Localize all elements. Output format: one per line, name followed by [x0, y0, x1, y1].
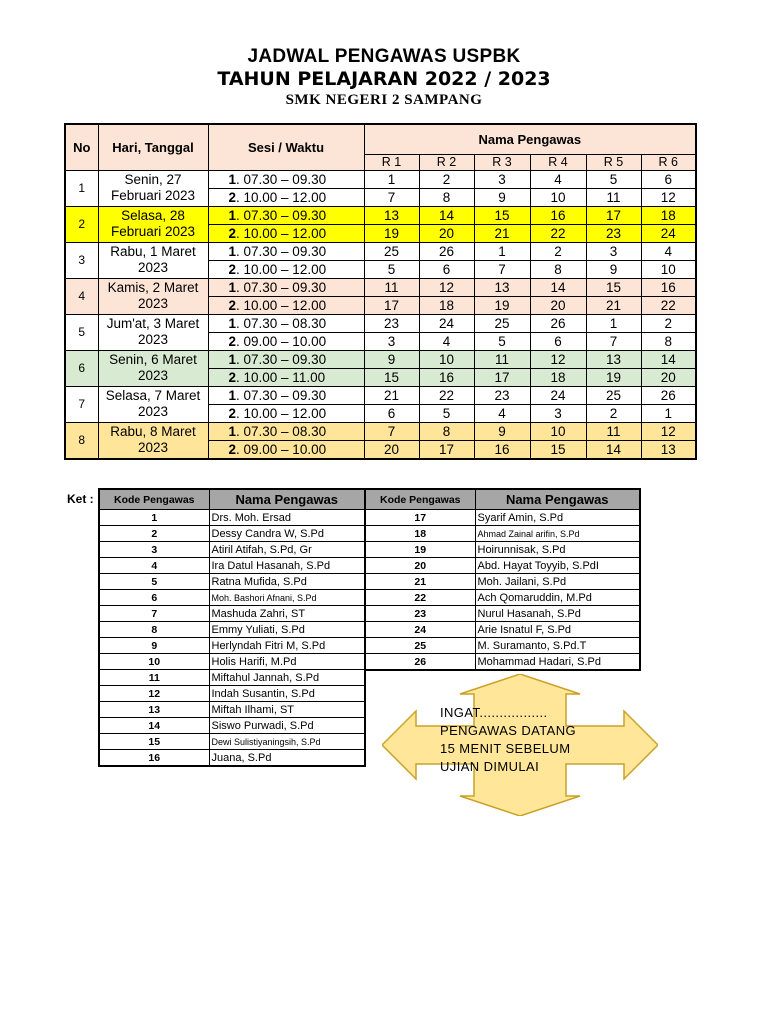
room-cell: 15: [586, 278, 641, 296]
room-cell: 20: [419, 224, 474, 242]
session-number: 1: [228, 423, 237, 439]
session-number: 2: [228, 189, 237, 205]
session-time: [208, 260, 364, 278]
room-cell: 9: [474, 188, 530, 206]
legend-name: Drs. Moh. Ersad: [209, 510, 365, 526]
session-time: [208, 224, 364, 242]
legend-name: Mashuda Zahri, ST: [209, 606, 365, 622]
room-cell: 7: [364, 188, 419, 206]
room-cell: 4: [474, 404, 530, 422]
session-time: [208, 278, 364, 296]
session-number: 1: [228, 279, 237, 295]
session-range: . 10.00 – 11.00: [236, 369, 326, 385]
room-cell: 20: [364, 440, 419, 459]
session-time: [208, 440, 364, 459]
legend-code: 1: [99, 510, 209, 526]
legend-code: 6: [99, 590, 209, 606]
room-cell: 20: [641, 368, 696, 386]
legend-row: [99, 590, 365, 606]
legend-row: [99, 654, 365, 670]
legend-code: 22: [365, 590, 475, 606]
room-cell: 5: [419, 404, 474, 422]
legend-name: Siswo Purwadi, S.Pd: [209, 718, 365, 734]
legend-code: 20: [365, 558, 475, 574]
legend-row: [99, 622, 365, 638]
day-number: 4: [65, 278, 98, 314]
room-cell: 18: [641, 206, 696, 224]
legend-name: Hoirunnisak, S.Pd: [475, 542, 640, 558]
room-cell: 17: [474, 368, 530, 386]
legend-code: 13: [99, 702, 209, 718]
legend-code: 3: [99, 542, 209, 558]
legend-name: Atiril Atifah, S.Pd, Gr: [209, 542, 365, 558]
reminder-line: PENGAWAS DATANG: [440, 723, 577, 738]
session-range: . 09.00 – 10.00: [236, 333, 327, 349]
room-cell: 2: [419, 170, 474, 188]
legend-code: 2: [99, 526, 209, 542]
legend-name: Juana, S.Pd: [209, 750, 365, 767]
legend-row: [99, 734, 365, 750]
legend-name: Ahmad Zainal arifin, S.Pd: [475, 526, 640, 542]
room-cell: 15: [530, 440, 586, 459]
room-cell: 1: [641, 404, 696, 422]
legend-code: 8: [99, 622, 209, 638]
room-cell: 13: [364, 206, 419, 224]
room-cell: 8: [419, 422, 474, 440]
legend-row: [99, 510, 365, 526]
session-time: [208, 242, 364, 260]
header-room: R 4: [530, 154, 586, 170]
day-number: 3: [65, 242, 98, 278]
day-date: Kamis, 2 Maret 2023: [98, 278, 208, 314]
legend-label: Ket :: [67, 492, 94, 506]
room-cell: 6: [641, 170, 696, 188]
legend-table-left: [98, 488, 366, 767]
session-number: 1: [228, 171, 237, 187]
room-cell: 5: [586, 170, 641, 188]
legend-header-name: Nama Pengawas: [475, 489, 640, 510]
legend-name: Ira Datul Hasanah, S.Pd: [209, 558, 365, 574]
room-cell: 17: [364, 296, 419, 314]
header-no: No: [65, 124, 98, 170]
session-range: . 07.30 – 08.30: [236, 423, 327, 439]
session-time: [208, 314, 364, 332]
room-cell: 25: [474, 314, 530, 332]
legend-code: 5: [99, 574, 209, 590]
room-cell: 3: [364, 332, 419, 350]
header-room: R 6: [641, 154, 696, 170]
session-number: 2: [228, 297, 237, 313]
session-range: . 07.30 – 09.30: [236, 387, 327, 403]
room-cell: 10: [530, 422, 586, 440]
room-cell: 19: [474, 296, 530, 314]
session-number: 2: [228, 441, 237, 457]
header-room: R 3: [474, 154, 530, 170]
room-cell: 11: [474, 350, 530, 368]
session-number: 2: [228, 261, 237, 277]
legend-name: Indah Susantin, S.Pd: [209, 686, 365, 702]
room-cell: 17: [586, 206, 641, 224]
room-cell: 9: [586, 260, 641, 278]
legend-name: M. Suramanto, S.Pd.T: [475, 638, 640, 654]
session-number: 1: [228, 207, 237, 223]
header-room: R 1: [364, 154, 419, 170]
room-cell: 6: [419, 260, 474, 278]
legend-name: Moh. Bashori Afnani, S.Pd: [209, 590, 365, 606]
session-range: . 07.30 – 09.30: [236, 171, 327, 187]
room-cell: 15: [474, 206, 530, 224]
session-range: . 10.00 – 12.00: [236, 405, 327, 421]
header-nama-pengawas: Nama Pengawas: [364, 124, 696, 154]
legend-code: 11: [99, 670, 209, 686]
session-range: . 07.30 – 09.30: [236, 279, 327, 295]
reminder-line: UJIAN DIMULAI: [440, 759, 540, 774]
room-cell: 21: [586, 296, 641, 314]
room-cell: 26: [530, 314, 586, 332]
room-cell: 14: [641, 350, 696, 368]
legend-table-right: [364, 488, 641, 671]
room-cell: 9: [474, 422, 530, 440]
room-cell: 3: [530, 404, 586, 422]
legend-code: 10: [99, 654, 209, 670]
legend-code: 18: [365, 526, 475, 542]
legend-row: [365, 638, 640, 654]
room-cell: 1: [364, 170, 419, 188]
session-time: [208, 422, 364, 440]
session-number: 2: [228, 333, 237, 349]
room-cell: 16: [530, 206, 586, 224]
room-cell: 16: [474, 440, 530, 459]
header-day: Hari, Tanggal: [98, 124, 208, 170]
legend-code: 7: [99, 606, 209, 622]
header-sesi: Sesi / Waktu: [208, 124, 364, 170]
room-cell: 10: [641, 260, 696, 278]
room-cell: 19: [364, 224, 419, 242]
day-date: Rabu, 1 Maret 2023: [98, 242, 208, 278]
room-cell: 14: [530, 278, 586, 296]
session-number: 2: [228, 369, 237, 385]
legend-name: Holis Harifi, M.Pd: [209, 654, 365, 670]
legend-row: [99, 718, 365, 734]
legend-code: 9: [99, 638, 209, 654]
room-cell: 18: [530, 368, 586, 386]
room-cell: 11: [364, 278, 419, 296]
session-number: 1: [228, 351, 237, 367]
legend-row: [365, 654, 640, 671]
room-cell: 10: [419, 350, 474, 368]
room-cell: 24: [641, 224, 696, 242]
room-cell: 23: [474, 386, 530, 404]
room-cell: 26: [419, 242, 474, 260]
schedule-row: [65, 422, 696, 440]
schedule-row: [65, 242, 696, 260]
legend-row: [365, 558, 640, 574]
legend-name: Miftahul Jannah, S.Pd: [209, 670, 365, 686]
room-cell: 15: [364, 368, 419, 386]
legend-code: 4: [99, 558, 209, 574]
legend-row: [365, 510, 640, 526]
schedule-row: [65, 278, 696, 296]
schedule-row: [65, 314, 696, 332]
day-date: Selasa, 7 Maret 2023: [98, 386, 208, 422]
room-cell: 14: [586, 440, 641, 459]
legend-row: [99, 750, 365, 767]
reminder-note: [440, 704, 600, 776]
session-range: . 10.00 – 12.00: [236, 261, 327, 277]
legend-row: [99, 526, 365, 542]
session-number: 1: [228, 387, 237, 403]
room-cell: 12: [641, 422, 696, 440]
legend-row: [365, 606, 640, 622]
day-number: 2: [65, 206, 98, 242]
legend-header-code: Kode Pengawas: [365, 489, 475, 510]
session-time: [208, 386, 364, 404]
legend-code: 26: [365, 654, 475, 671]
legend-name: Nurul Hasanah, S.Pd: [475, 606, 640, 622]
room-cell: 11: [586, 422, 641, 440]
room-cell: 8: [419, 188, 474, 206]
session-time: [208, 404, 364, 422]
room-cell: 23: [364, 314, 419, 332]
legend-code: 24: [365, 622, 475, 638]
room-cell: 4: [530, 170, 586, 188]
page-title: JADWAL PENGAWAS USPBK: [247, 46, 521, 67]
legend-code: 15: [99, 734, 209, 750]
legend-name: Moh. Jailani, S.Pd: [475, 574, 640, 590]
room-cell: 1: [586, 314, 641, 332]
room-cell: 6: [530, 332, 586, 350]
legend-name: Syarif Amin, S.Pd: [475, 510, 640, 526]
legend-header-name: Nama Pengawas: [209, 489, 365, 510]
legend-name: Abd. Hayat Toyyib, S.PdI: [475, 558, 640, 574]
legend-code: 21: [365, 574, 475, 590]
day-number: 7: [65, 386, 98, 422]
session-time: [208, 332, 364, 350]
room-cell: 24: [530, 386, 586, 404]
legend-code: 14: [99, 718, 209, 734]
room-cell: 25: [364, 242, 419, 260]
legend-name: Ratna Mufida, S.Pd: [209, 574, 365, 590]
legend-row: [99, 606, 365, 622]
room-cell: 4: [419, 332, 474, 350]
day-number: 8: [65, 422, 98, 459]
legend-row: [99, 670, 365, 686]
legend-name: Ach Qomaruddin, M.Pd: [475, 590, 640, 606]
legend-row: [99, 574, 365, 590]
room-cell: 8: [641, 332, 696, 350]
header-room: R 5: [586, 154, 641, 170]
session-range: . 10.00 – 12.00: [236, 225, 327, 241]
day-date: Senin, 27 Februari 2023: [98, 170, 208, 206]
room-cell: 13: [641, 440, 696, 459]
room-cell: 7: [364, 422, 419, 440]
session-range: . 07.30 – 09.30: [236, 243, 327, 259]
day-number: 1: [65, 170, 98, 206]
session-range: . 10.00 – 12.00: [236, 189, 327, 205]
room-cell: 19: [586, 368, 641, 386]
session-range: . 07.30 – 08.30: [236, 315, 327, 331]
room-cell: 5: [474, 332, 530, 350]
session-time: [208, 188, 364, 206]
room-cell: 10: [530, 188, 586, 206]
legend-code: 16: [99, 750, 209, 767]
schedule-row: [65, 350, 696, 368]
legend-row: [365, 574, 640, 590]
school-name: SMK NEGERI 2 SAMPANG: [285, 92, 483, 108]
room-cell: 6: [364, 404, 419, 422]
room-cell: 1: [474, 242, 530, 260]
room-cell: 4: [641, 242, 696, 260]
room-cell: 11: [586, 188, 641, 206]
legend-name: Herlyndah Fitri M, S.Pd: [209, 638, 365, 654]
session-time: [208, 206, 364, 224]
day-date: Rabu, 8 Maret 2023: [98, 422, 208, 459]
page-subtitle: TAHUN PELAJARAN 2022 / 2023: [217, 68, 551, 90]
schedule-row: [65, 386, 696, 404]
legend-row: [365, 590, 640, 606]
session-time: [208, 170, 364, 188]
legend-name: Emmy Yuliati, S.Pd: [209, 622, 365, 638]
room-cell: 18: [419, 296, 474, 314]
room-cell: 12: [530, 350, 586, 368]
room-cell: 20: [530, 296, 586, 314]
room-cell: 22: [530, 224, 586, 242]
day-number: 5: [65, 314, 98, 350]
room-cell: 3: [586, 242, 641, 260]
schedule-row: [65, 170, 696, 188]
session-time: [208, 350, 364, 368]
room-cell: 3: [474, 170, 530, 188]
session-number: 2: [228, 405, 237, 421]
legend-row: [99, 542, 365, 558]
legend-header-code: Kode Pengawas: [99, 489, 209, 510]
room-cell: 25: [586, 386, 641, 404]
room-cell: 13: [586, 350, 641, 368]
legend-row: [365, 526, 640, 542]
session-range: . 07.30 – 09.30: [236, 351, 327, 367]
reminder-line: INGAT.................: [440, 705, 548, 720]
legend-row: [99, 558, 365, 574]
legend-name: Miftah Ilhami, ST: [209, 702, 365, 718]
legend-name: Mohammad Hadari, S.Pd: [475, 654, 640, 671]
room-cell: 21: [364, 386, 419, 404]
schedule-row: [65, 206, 696, 224]
legend-row: [99, 638, 365, 654]
legend-row: [99, 686, 365, 702]
session-number: 1: [228, 243, 237, 259]
day-date: Jum'at, 3 Maret 2023: [98, 314, 208, 350]
legend-code: 19: [365, 542, 475, 558]
room-cell: 2: [586, 404, 641, 422]
room-cell: 14: [419, 206, 474, 224]
schedule-table: [64, 123, 697, 460]
room-cell: 23: [586, 224, 641, 242]
room-cell: 12: [641, 188, 696, 206]
session-range: . 07.30 – 09.30: [236, 207, 327, 223]
legend-name: Dessy Candra W, S.Pd: [209, 526, 365, 542]
room-cell: 22: [419, 386, 474, 404]
day-date: Selasa, 28 Februari 2023: [98, 206, 208, 242]
room-cell: 16: [419, 368, 474, 386]
legend-row: [365, 542, 640, 558]
room-cell: 7: [586, 332, 641, 350]
session-time: [208, 368, 364, 386]
legend-code: 25: [365, 638, 475, 654]
room-cell: 9: [364, 350, 419, 368]
reminder-line: 15 MENIT SEBELUM: [440, 741, 571, 756]
legend-name: Dewi Sulistiyaningsih, S.Pd: [209, 734, 365, 750]
room-cell: 21: [474, 224, 530, 242]
legend-code: 17: [365, 510, 475, 526]
room-cell: 7: [474, 260, 530, 278]
session-range: . 09.00 – 10.00: [236, 441, 327, 457]
room-cell: 24: [419, 314, 474, 332]
room-cell: 16: [641, 278, 696, 296]
room-cell: 2: [530, 242, 586, 260]
room-cell: 12: [419, 278, 474, 296]
room-cell: 5: [364, 260, 419, 278]
day-date: Senin, 6 Maret 2023: [98, 350, 208, 386]
legend-name: Arie Isnatul F, S.Pd: [475, 622, 640, 638]
legend-row: [365, 622, 640, 638]
day-number: 6: [65, 350, 98, 386]
room-cell: 22: [641, 296, 696, 314]
room-cell: 26: [641, 386, 696, 404]
legend-code: 12: [99, 686, 209, 702]
room-cell: 13: [474, 278, 530, 296]
session-range: . 10.00 – 12.00: [236, 297, 327, 313]
header-room: R 2: [419, 154, 474, 170]
room-cell: 8: [530, 260, 586, 278]
legend-code: 23: [365, 606, 475, 622]
session-time: [208, 296, 364, 314]
legend-row: [99, 702, 365, 718]
room-cell: 17: [419, 440, 474, 459]
session-number: 1: [228, 315, 237, 331]
room-cell: 2: [641, 314, 696, 332]
session-number: 2: [228, 225, 237, 241]
